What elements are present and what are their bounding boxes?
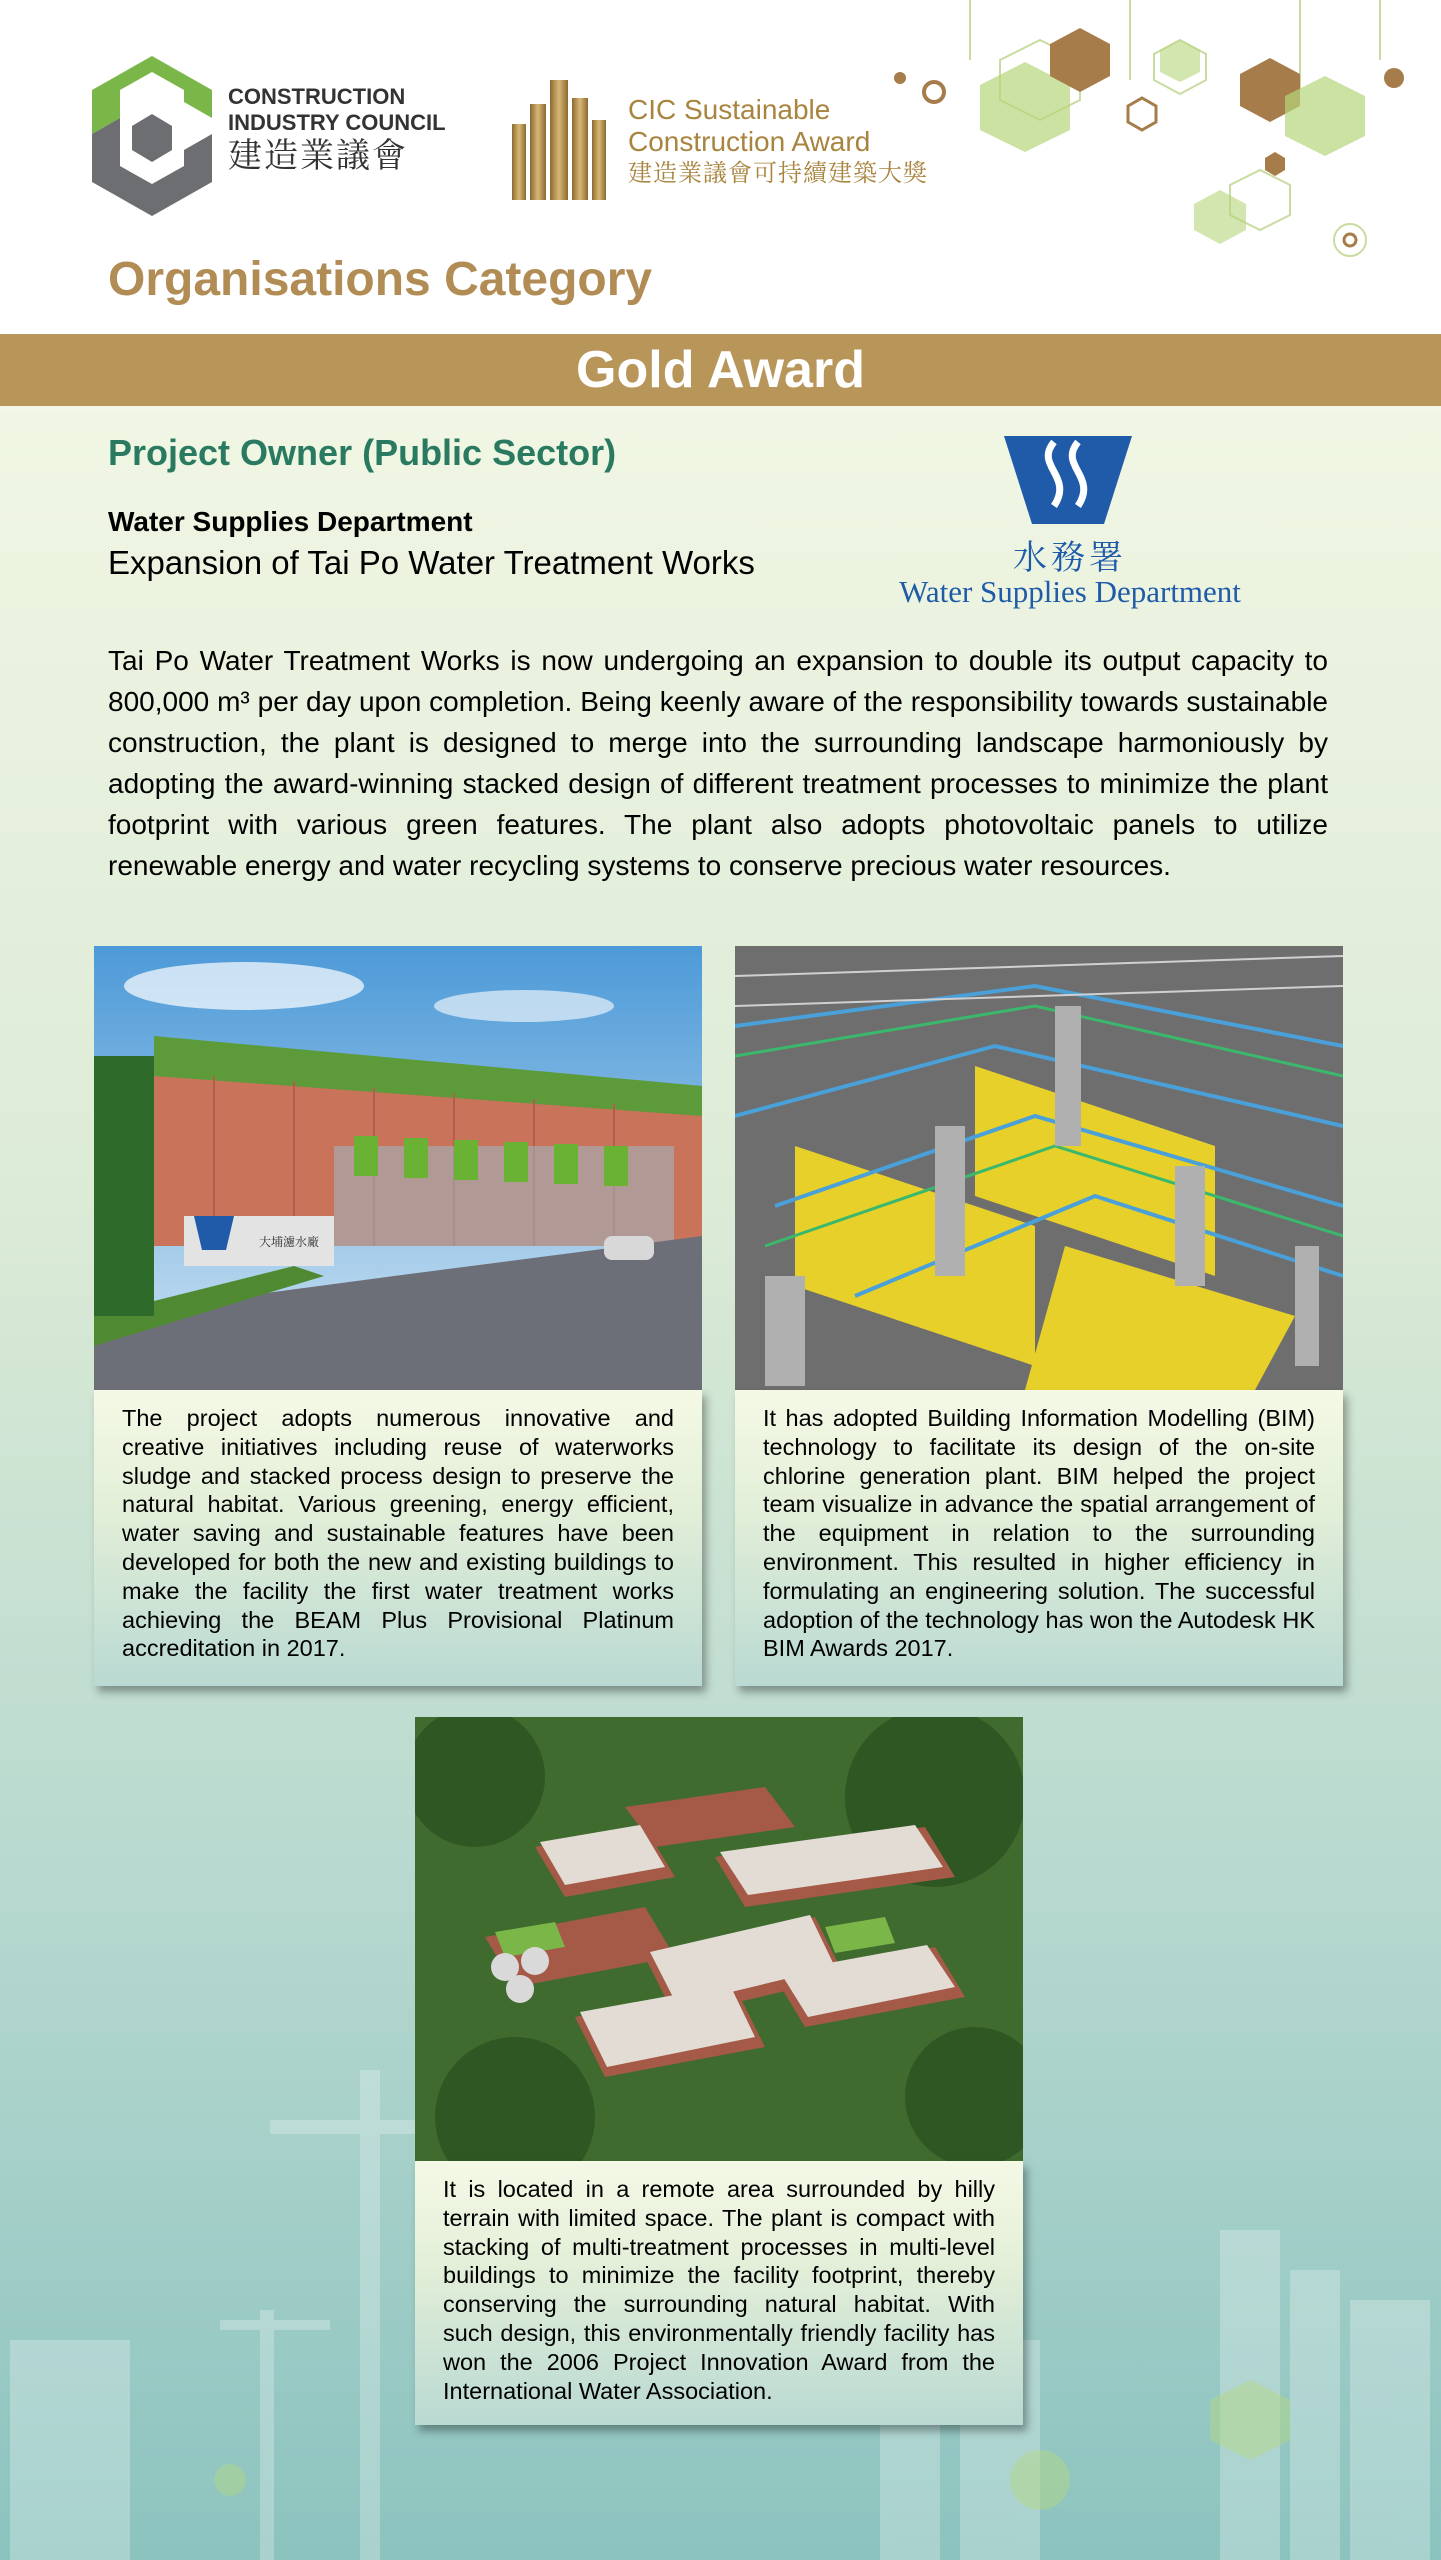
building-rendering-photo (94, 946, 702, 1390)
cic-name-line2: INDUSTRY COUNCIL (228, 110, 446, 135)
intro-paragraph: Tai Po Water Treatment Works is now undergoing an expansion to double its output capacity to 800,000 m³ per day upon completion. Being keenly aware of the responsibility towards sustainable construction, the plant is designed to merge into the surrounding landscape harmoniously by adopting the award-winning stacked design of different treatment processes to minimize the plant footprint with various green features. The plant also adopts photovoltaic panels to utilize renewable energy and water recycling systems to conserve precious water resources. (108, 645, 1328, 881)
award-name-line2: Construction Award (628, 126, 871, 157)
project-name: Expansion of Tai Po Water Treatment Works (108, 544, 755, 581)
gold-award-banner (0, 334, 1441, 406)
cic-name (228, 84, 446, 176)
photo1-sign-text: 大埔濾水廠 (259, 1235, 320, 1249)
cic-logo-icon (92, 56, 212, 216)
owner-category: Project Owner (Public Sector) (108, 432, 617, 473)
hexagon-decoration (880, 0, 1441, 270)
sustainable-award-logo-icon (508, 74, 618, 204)
bim-model-photo (735, 946, 1343, 1390)
wsd-logo-en: Water Supplies Department (899, 574, 1241, 609)
caption-bim: It has adopted Building Information Modelling (BIM) technology to facilitate its design of the on-site chlorine generation plant. BIM helped the project team visualize in advance the spatial arrangement of the equipment in relation to the surrounding environment. This resulted in higher efficiency in formulating an engineering solution. The successful adoption of the technology has won the Autodesk HK BIM Awards 2017. (735, 1390, 1343, 1686)
award-name-zh: 建造業議會可持續建築大獎 (628, 160, 928, 187)
caption-location: It is located in a remote area surrounded by hilly terrain with limited space. The plant is compact with stacking of multi-treatment processes in multi-level buildings to minimize the facility footprint, thereby conserving the surrounding natural habitat. With such design, this environmentally friendly facility has won the 2006 Project Innovation Award from the International Water Association. (415, 2161, 1023, 2425)
wsd-logo-zh: 水務署 (1013, 539, 1127, 577)
department-name: Water Supplies Department (108, 506, 473, 537)
caption-sustainable-features: The project adopts numerous innovative and creative initiatives including reuse of waterworks sludge and stacked process design to preserve the natural habitat. Various greening, energy efficient, water saving and sustainable features have been developed for both the new and existing buildings to make the facility the first water treatment works achieving the BEAM Plus Provisional Platinum accreditation in 2017. (94, 1390, 702, 1686)
gold-award-text: Gold Award (576, 341, 865, 399)
wsd-logo-icon (1004, 436, 1132, 524)
cic-name-line1: CONSTRUCTION (228, 84, 406, 109)
aerial-view-photo (415, 1717, 1023, 2161)
category-title: Organisations Category (108, 253, 653, 306)
award-name-line1: CIC Sustainable (628, 94, 831, 125)
cic-name-zh: 建造業議會 (228, 137, 408, 175)
